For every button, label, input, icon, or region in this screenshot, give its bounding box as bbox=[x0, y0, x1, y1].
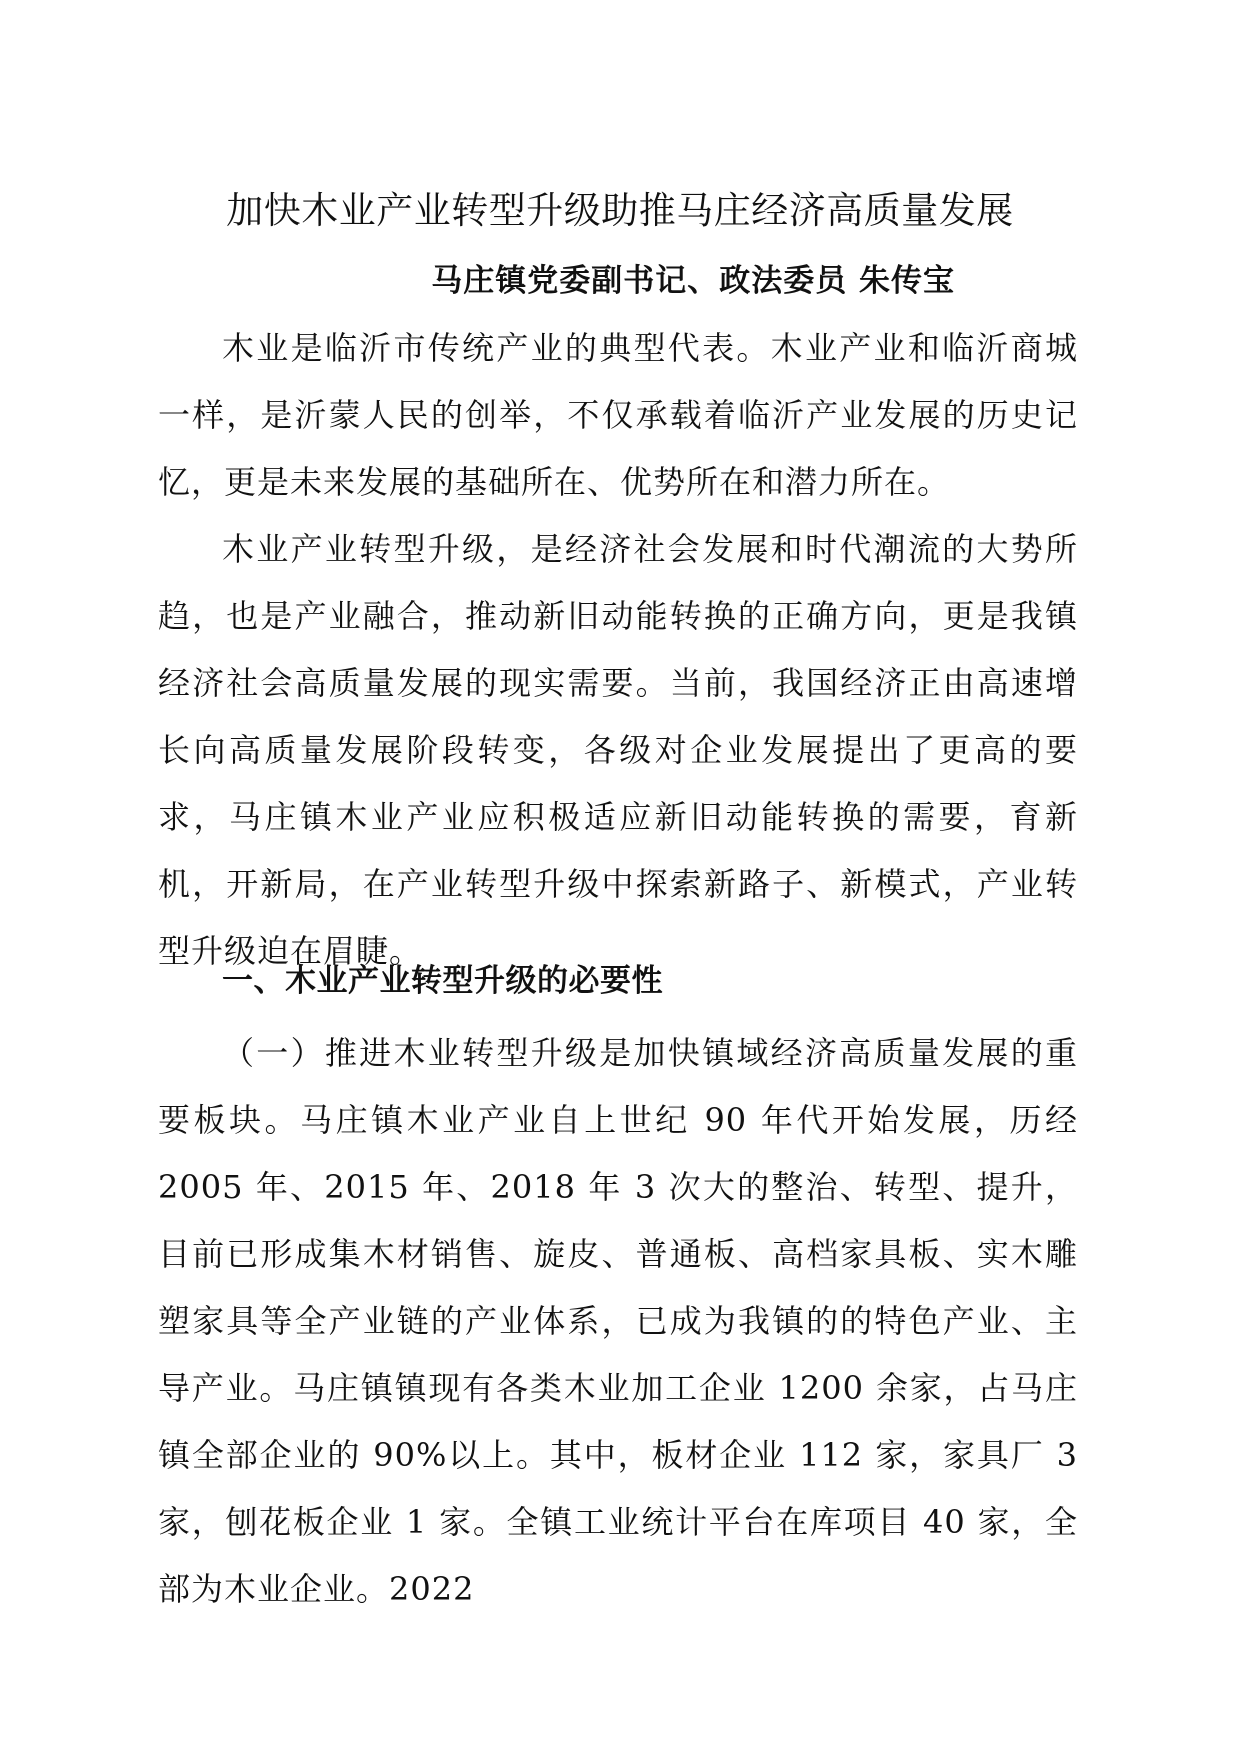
section-paragraph: （一）推进木业转型升级是加快镇域经济高质量发展的重要板块。马庄镇木业产业自上世纪 90 年代开始发展，历经 2005 年、2015 年、2018 年 3 次大的整治、转型、提升，目前已形成集木材销售、旋皮、普通板、高档家具板、实木雕塑家具等全产业链的产业体系，已成为我镇的的特色产业、主导产业。马庄镇镇现有各类木业加工企业 1200 余家，占马庄镇全部企业的 90%以上。其中，板材企业 112 家，家具厂 3 家，刨花板企业 1 家。全镇工业统计平台在库项目 40 家，全部为木业企业。2022 bbox=[158, 1034, 1078, 1608]
paragraph-intro: 木业是临沂市传统产业的典型代表。木业产业和临沂商城一样，是沂蒙人民的创举，不仅承载着临沂产业发展的历史记忆，更是未来发展的基础所在、优势所在和潜力所在。 bbox=[158, 329, 1078, 501]
paragraph-transformation: 木业产业转型升级，是经济社会发展和时代潮流的大势所趋，也是产业融合，推动新旧动能转换的正确方向，更是我镇经济社会高质量发展的现实需要。当前，我国经济正由高速增长向高质量发展阶段转变，各级对企业发展提出了更高的要求，马庄镇木业产业应积极适应新旧动能转换的需要，育新机，开新局，在产业转型升级中探索新路子、新模式，产业转型升级迫在眉睫。 bbox=[158, 530, 1078, 970]
author-byline: 马庄镇党委副书记、政法委员 朱传宝 bbox=[431, 263, 955, 299]
document-title: 加快木业产业转型升级助推马庄经济高质量发展 bbox=[226, 189, 1014, 232]
section-heading: 一、木业产业转型升级的必要性 bbox=[222, 963, 663, 999]
